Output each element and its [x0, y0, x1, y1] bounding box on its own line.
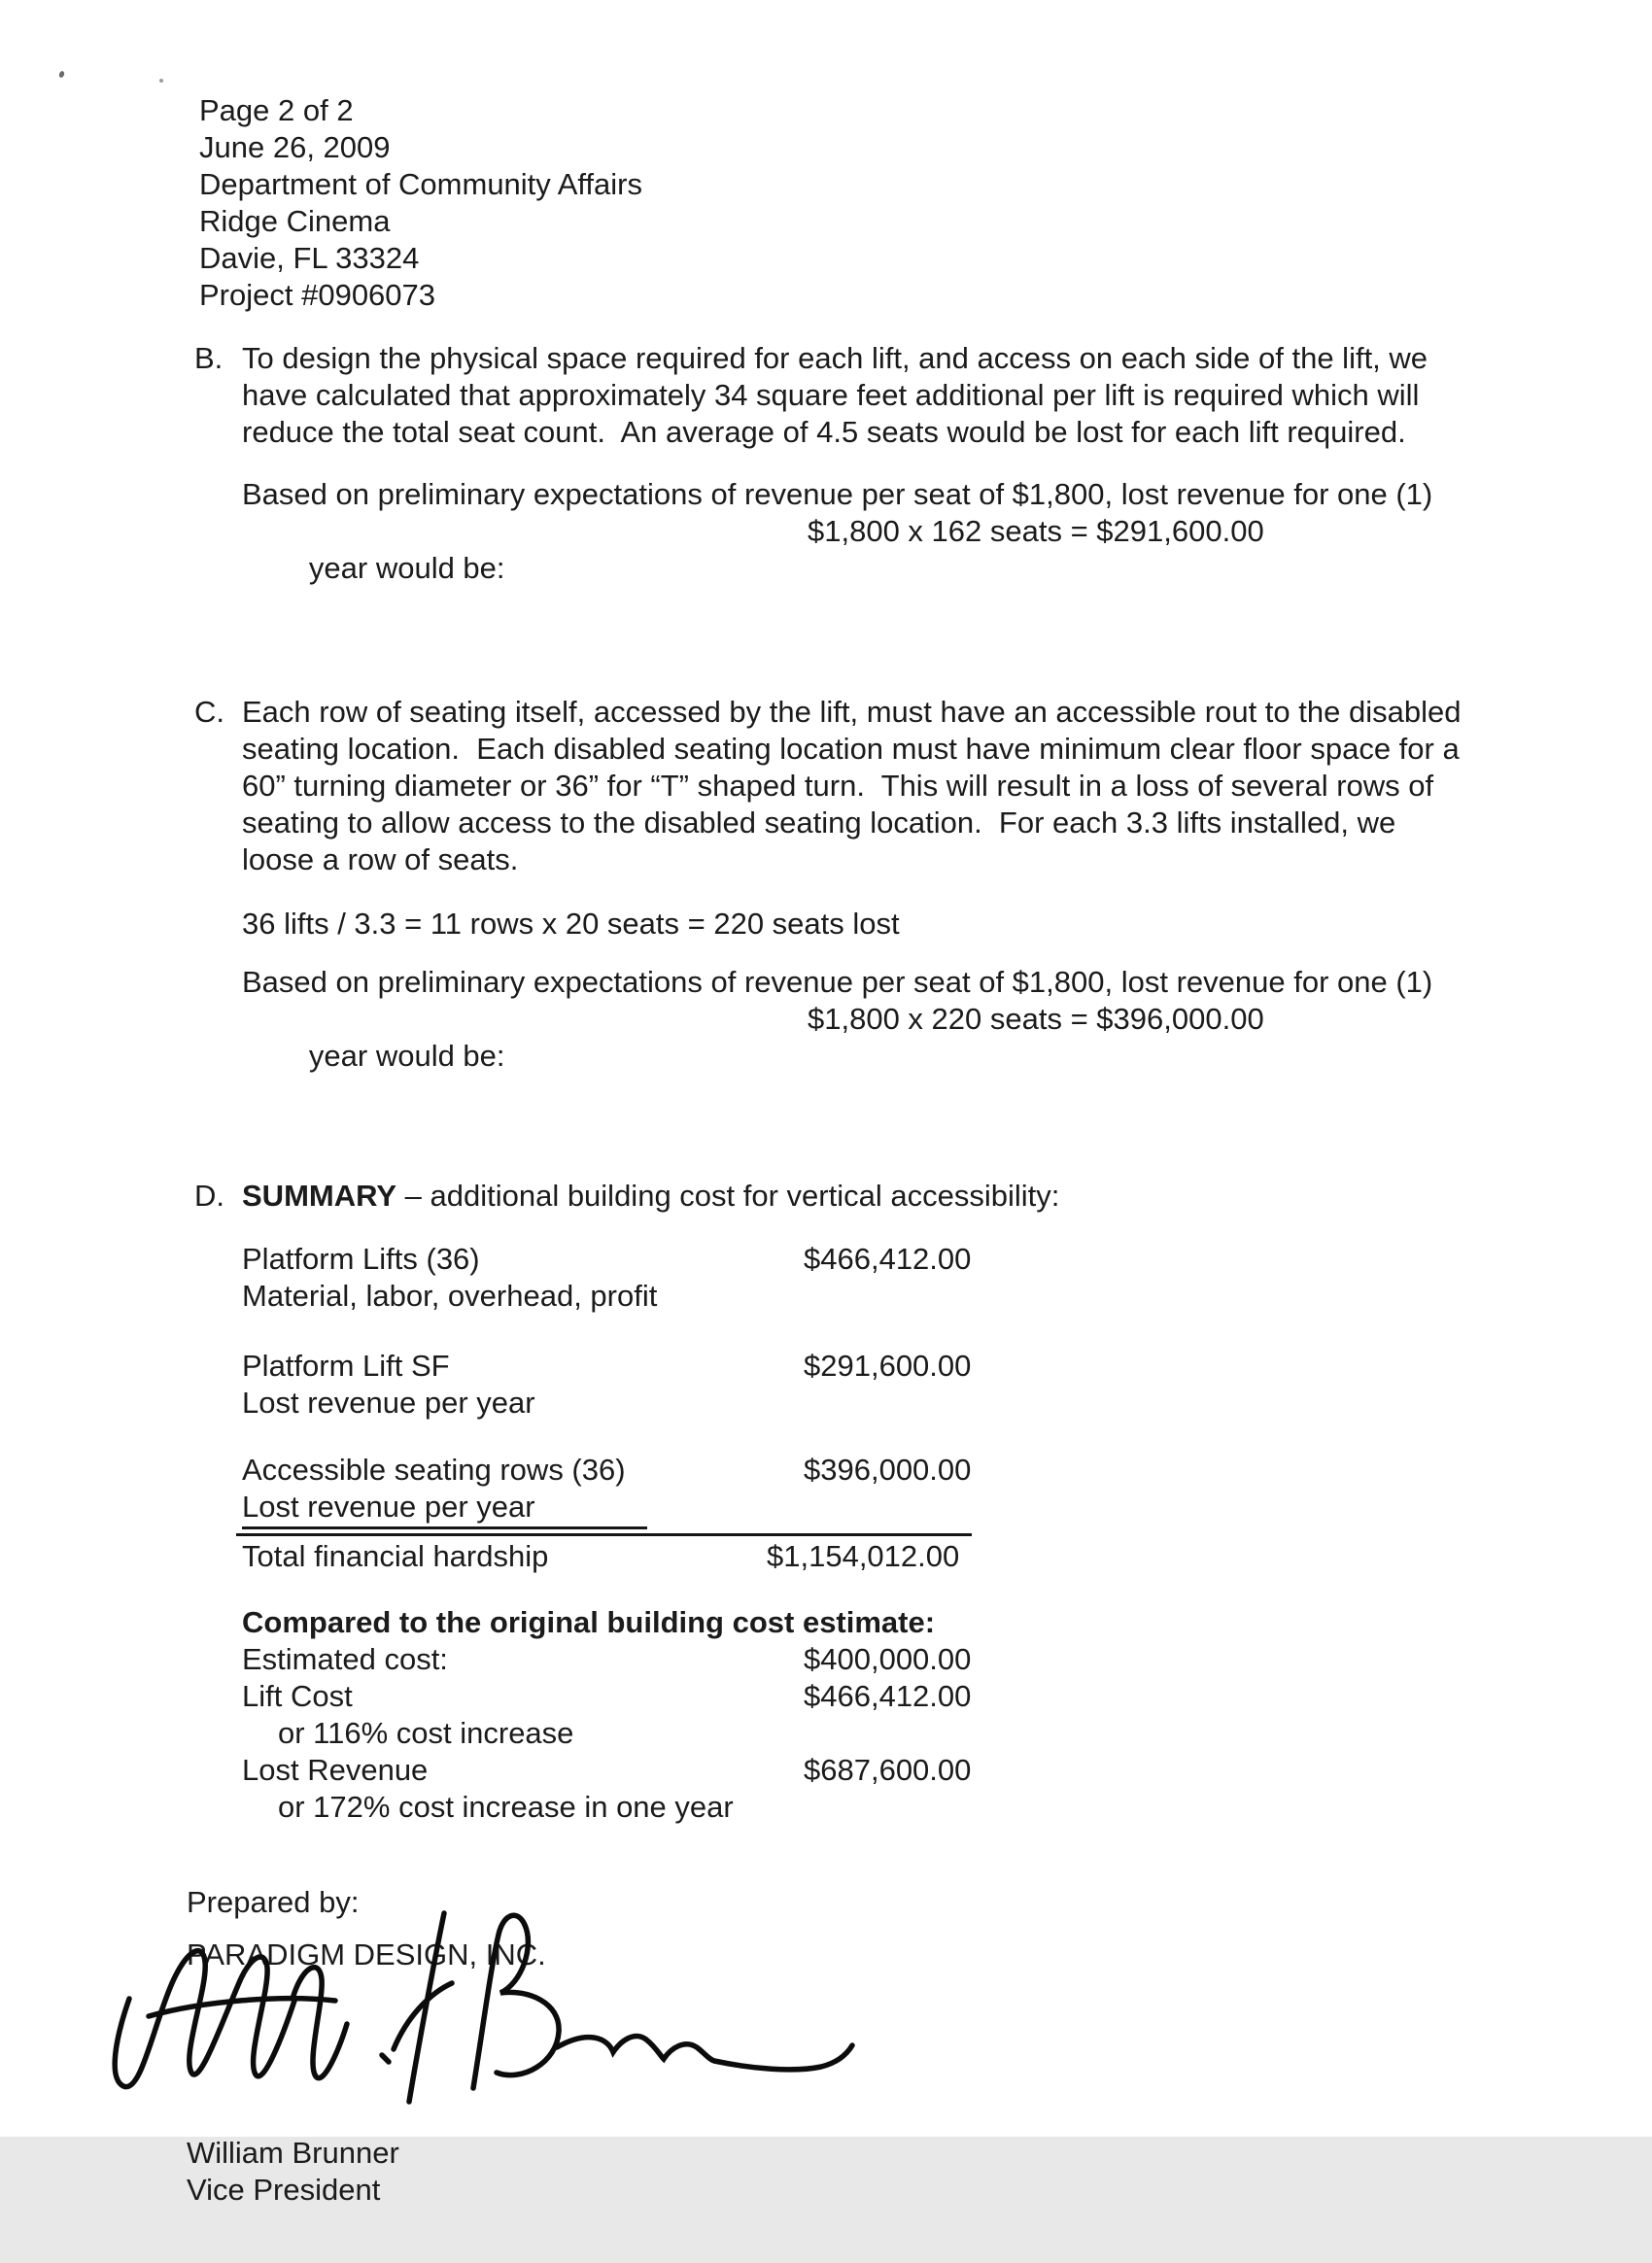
letter-header — [199, 0, 1652, 314]
scan-speck — [159, 79, 163, 83]
summary-table — [242, 1241, 1059, 1575]
row-label: Lost Revenue — [242, 1753, 429, 1787]
prepared-by-label: Prepared by: — [187, 1885, 360, 1919]
row-sublabel: Lost revenue per year — [242, 1386, 535, 1420]
row-amount: $291,600.00 — [804, 1349, 972, 1383]
recipient-department: Department of Community Affairs — [199, 167, 642, 201]
project-number: Project #0906073 — [199, 278, 436, 312]
signer-title: Vice President — [187, 2173, 381, 2207]
section-c-equation: $1,800 x 220 seats = $396,000.00 — [808, 1002, 1264, 1036]
section-c-text: seating to allow access to the disabled seating location. For each 3.3 lifts installed, we — [242, 806, 1396, 840]
letter-date: June 26, 2009 — [199, 130, 391, 164]
comparison-heading: Compared to the original building cost estimate: — [242, 1605, 936, 1639]
project-name: Ridge Cinema — [199, 204, 391, 238]
table-row — [242, 1241, 1059, 1315]
row-label: or 116% cost increase — [278, 1716, 574, 1750]
section-c-text: Each row of seating itself, accessed by the lift, must have an accessible rout to the disabled — [242, 695, 1462, 729]
signature-block — [187, 1884, 1652, 2263]
page-number: Page 2 of 2 — [199, 93, 354, 127]
total-label: Total financial hardship — [242, 1539, 549, 1573]
comparison-block — [242, 1604, 1059, 1826]
section-c — [194, 694, 1652, 1149]
row-label: Platform Lift SF — [242, 1349, 450, 1383]
section-b-text: reduce the total seat count. An average of 4.5 seats would be lost for each lift required. — [242, 415, 1406, 449]
section-b-revenue-line2 — [242, 513, 1432, 661]
section-b — [194, 340, 1652, 661]
row-amount: $396,000.00 — [804, 1453, 972, 1487]
comparison-row — [242, 1752, 1059, 1789]
project-location: Davie, FL 33324 — [199, 241, 420, 275]
summary-title: SUMMARY — [242, 1179, 397, 1213]
summary-subtitle: – additional building cost for vertical accessibility: — [396, 1179, 1060, 1213]
section-c-text: seating location. Each disabled seating location must have minimum clear floor space for a — [242, 732, 1460, 766]
total-rule-line — [236, 1533, 972, 1536]
section-c-revenue-line2 — [242, 1001, 1461, 1149]
comparison-row — [242, 1678, 1059, 1715]
row-label: Lift Cost — [242, 1679, 353, 1713]
table-row — [242, 1452, 1059, 1529]
company-name: PARADIGM DESIGN, INC. — [187, 1937, 546, 1972]
section-c-text: 60” turning diameter or 36” for “T” shaped turn. This will result in a loss of several rows of — [242, 769, 1434, 803]
table-row — [242, 1348, 1059, 1422]
section-b-text: To design the physical space required for each lift, and access on each side of the lift, we — [242, 341, 1428, 375]
section-d — [194, 1178, 1652, 1826]
row-sublabel — [242, 1489, 1059, 1529]
row-label: or 172% cost increase in one year — [278, 1790, 734, 1824]
row-amount: $466,412.00 — [804, 1242, 972, 1276]
section-b-letter: B. — [194, 341, 224, 375]
section-c-revenue-text: Based on preliminary expectations of revenue per seat of $1,800, lost revenue for one (1) — [242, 965, 1433, 999]
section-c-letter: C. — [194, 695, 224, 729]
comparison-row — [242, 1641, 1059, 1678]
handwritten-signature — [102, 1902, 865, 2110]
row-amount: $687,600.00 — [804, 1753, 972, 1787]
section-d-letter: D. — [194, 1179, 224, 1213]
section-b-equation: $1,800 x 162 seats = $291,600.00 — [808, 514, 1264, 548]
section-b-revenue-text: year would be: — [308, 551, 505, 585]
section-c-text: loose a row of seats. — [242, 842, 519, 876]
signer-name: William Brunner — [187, 2136, 399, 2170]
row-label: Accessible seating rows (36) — [242, 1453, 626, 1487]
row-label: Estimated cost: — [242, 1642, 448, 1676]
total-row — [242, 1538, 1059, 1575]
section-b-revenue-text: Based on preliminary expectations of revenue per seat of $1,800, lost revenue for one (1) — [242, 477, 1433, 511]
comparison-row — [242, 1715, 1059, 1752]
row-amount: $466,412.00 — [804, 1679, 972, 1713]
section-c-revenue-text: year would be: — [308, 1039, 505, 1073]
summary-heading — [242, 1178, 1059, 1215]
row-sublabel: Material, labor, overhead, profit — [242, 1279, 658, 1313]
underlined-sublabel: Lost revenue per year — [242, 1489, 647, 1529]
comparison-row — [242, 1789, 1059, 1826]
scan-speck — [58, 70, 65, 78]
section-b-text: have calculated that approximately 34 square feet additional per lift is required which will — [242, 378, 1420, 412]
section-c-calculation: 36 lifts / 3.3 = 11 rows x 20 seats = 220 seats lost — [242, 907, 900, 941]
row-label: Platform Lifts (36) — [242, 1242, 480, 1276]
row-amount: $400,000.00 — [804, 1642, 972, 1676]
total-amount: $1,154,012.00 — [767, 1539, 960, 1573]
